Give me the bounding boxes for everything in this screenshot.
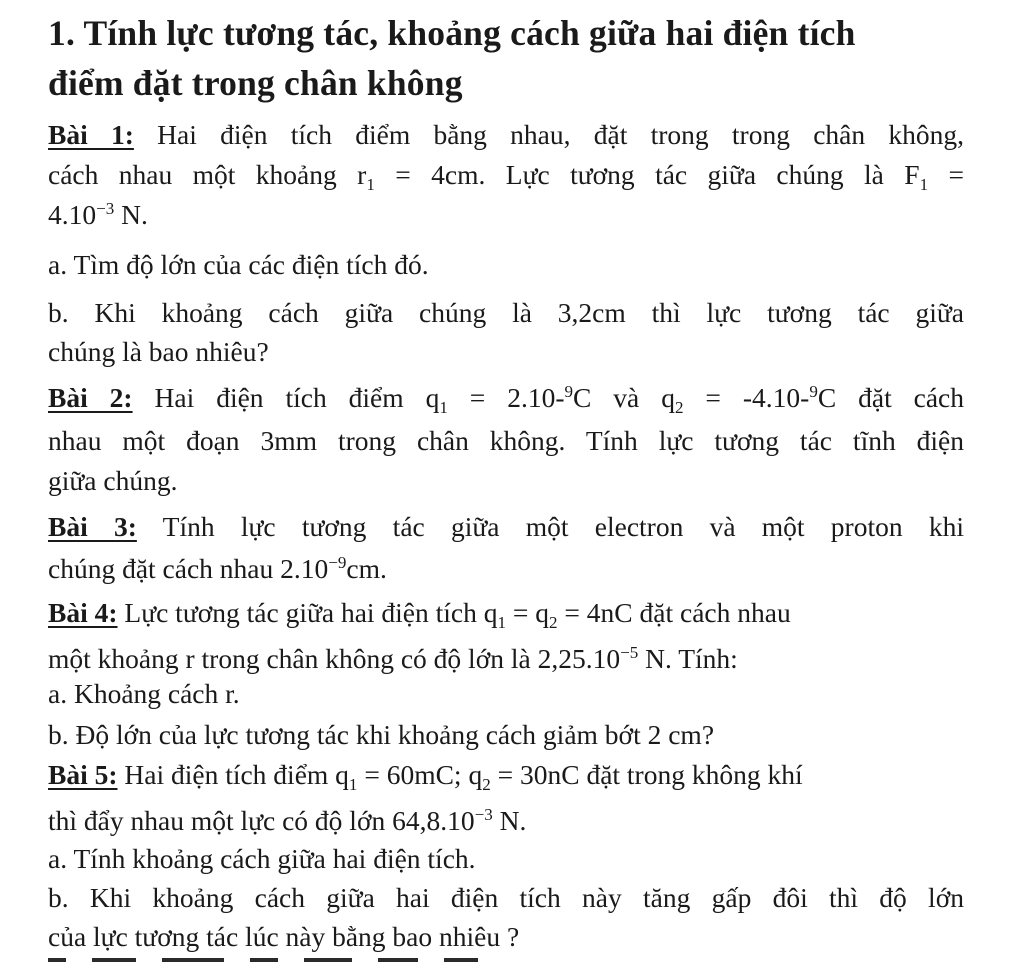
title-line-2: điểm đặt trong chân không [48, 63, 463, 103]
title-line-1: 1. Tính lực tương tác, khoảng cách giữa hai điện tích [48, 13, 856, 53]
bai5-part-a: a. Tính khoảng cách giữa hai điện tích. [48, 843, 476, 874]
bai4-label: Bài 4: [48, 597, 118, 628]
bai2-line-1: Bài 2: Hai điện tích điểm $q_1 = 2.10-^9C$ và $q_2 = -4.10-^9C$ đặt cách [48, 381, 965, 417]
bai1-line-3: $4.10^{-3}$ N. [48, 198, 148, 230]
bai4-part-b: b. Độ lớn của lực tương tác khi khoảng cách giảm bớt 2 cm? [48, 719, 715, 750]
bai3-line-2: chúng đặt cách nhau $2.10^{-9}cm$. [48, 552, 387, 584]
bai2-line-2: nhau một đoạn 3mm trong chân không. Tính lực tương tác tĩnh điện [48, 425, 964, 456]
bai1-line-1: Bài 1: Hai điện tích điểm bằng nhau, đặt trong trong chân không, [48, 119, 965, 150]
bai4-line-2: một khoảng r trong chân không có độ lớn là $2,25.10^{-5}$ N. Tính: [48, 642, 738, 674]
bai1-part-b-line-2: chúng là bao nhiêu? [48, 336, 269, 367]
bai2-label: Bài 2: [48, 382, 133, 413]
bai4-line-1: Bài 4: Lực tương tác giữa hai điện tích $q_1 = q_2 = 4nC$ đặt cách nhau [48, 597, 791, 632]
bai5-line-1: Bài 5: Hai điện tích điểm $q_1 = 60mC$; $q_2 = 30nC$ đặt trong không khí [48, 759, 803, 794]
bai1-label: Bài 1: [48, 119, 134, 150]
bai2-line-3: giữa chúng. [48, 465, 178, 496]
bai5-part-b-line-1: b. Khi khoảng cách giữa hai điện tích này tăng gấp đôi thì độ lớn [48, 882, 964, 913]
bai4-part-a: a. Khoảng cách r. [48, 678, 240, 709]
bai5-part-b-line-2: của lực tương tác lúc này bằng bao nhiêu ? [48, 921, 520, 952]
bai1-part-b-line-1: b. Khi khoảng cách giữa chúng là 3,2cm thì lực tương tác giữa [48, 297, 964, 328]
bai1-line-2: cách nhau một khoảng $r_1 = 4cm$. Lực tương tác giữa chúng là $F_1$ = [48, 159, 965, 194]
cut-off-next-line [48, 948, 568, 966]
bai3-label: Bài 3: [48, 511, 137, 542]
section-title [48, 8, 978, 108]
bai3-line-1: Bài 3: Tính lực tương tác giữa một electron và một proton khi [48, 511, 964, 542]
bai5-label: Bài 5: [48, 759, 118, 790]
bai1-part-a: a. Tìm độ lớn của các điện tích đó. [48, 249, 429, 280]
bai5-line-2: thì đẩy nhau một lực có độ lớn $64,8.10^{-3}$ N. [48, 804, 527, 836]
